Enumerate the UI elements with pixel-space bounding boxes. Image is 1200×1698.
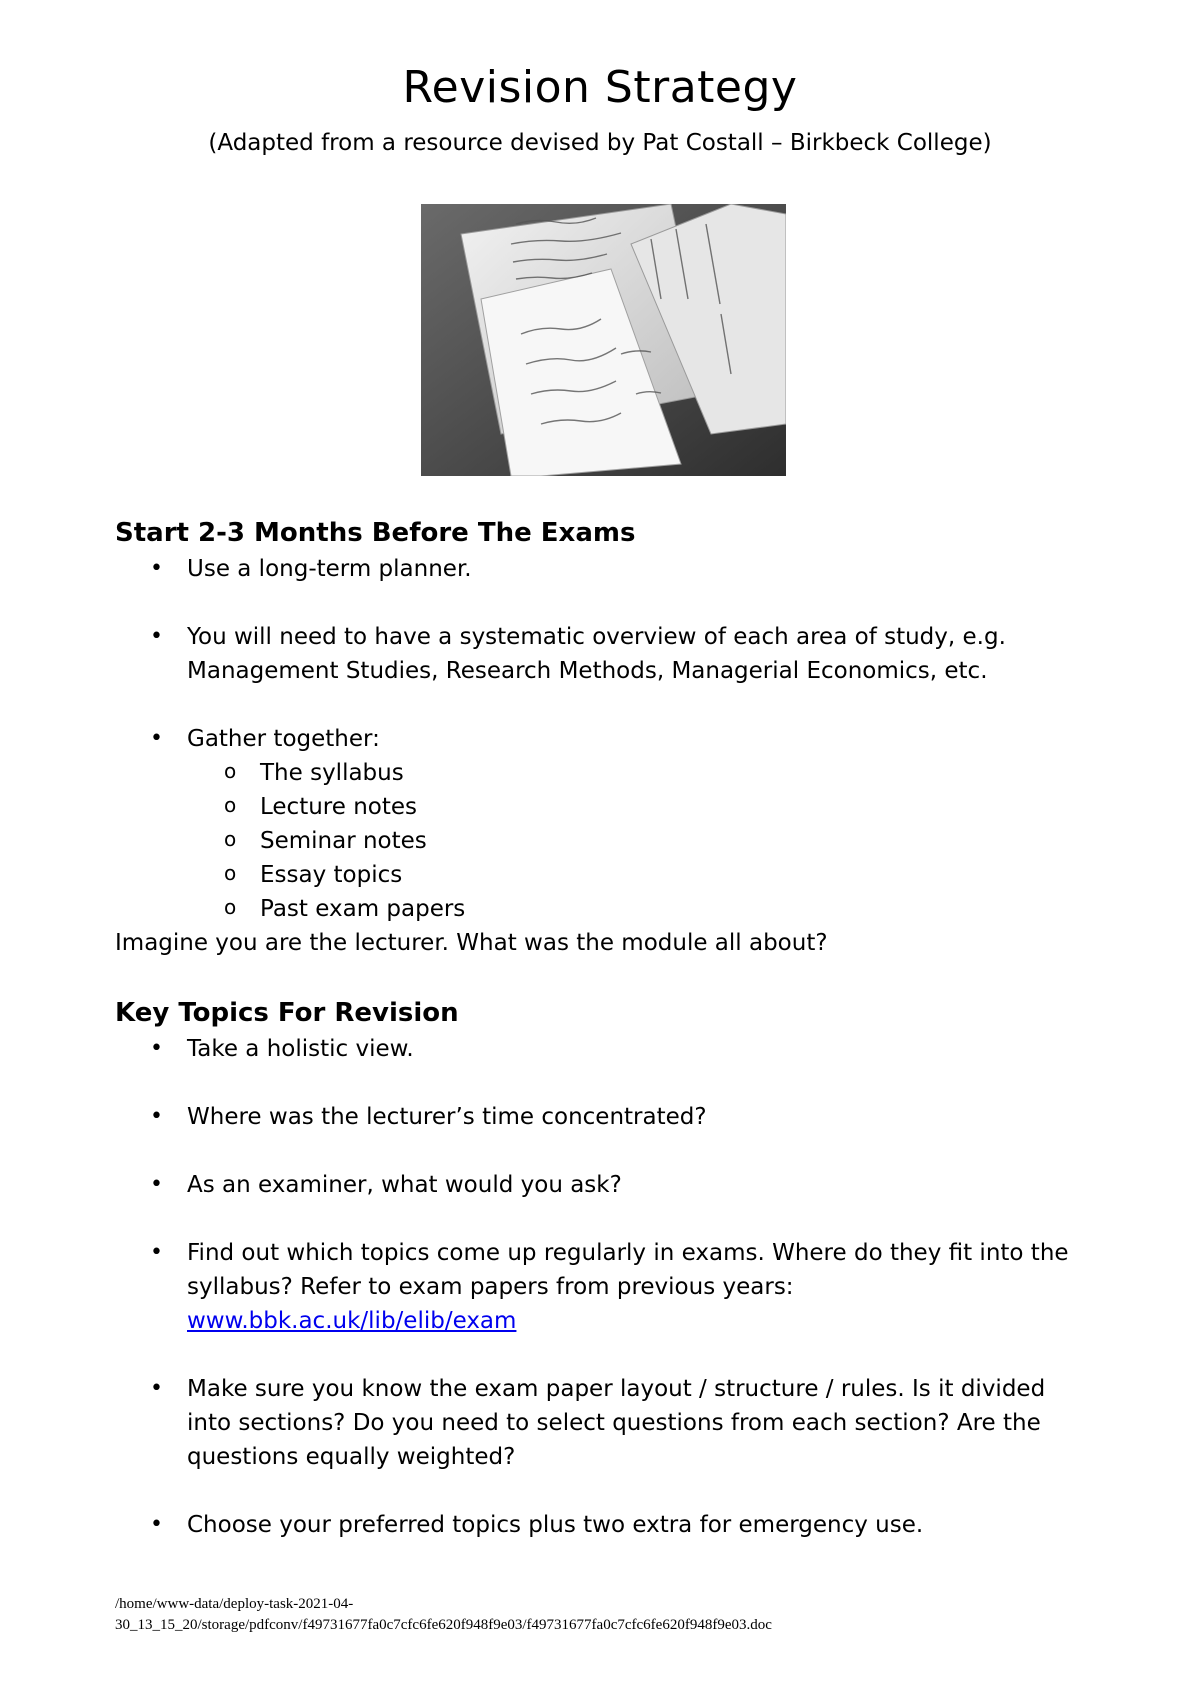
- list-item: [115, 620, 1075, 688]
- section-heading-start: Start 2-3 Months Before The Exams: [115, 518, 636, 548]
- start-bullet-list: [115, 552, 1075, 926]
- sublist-item: o Past exam papers: [187, 892, 1075, 926]
- bullet-text: Use a long-term planner.: [187, 556, 472, 582]
- bullet-text: Make sure you know the exam paper layout / structure / rules. Is it divided: [187, 1376, 1046, 1402]
- exam-papers-link[interactable]: www.bbk.ac.uk/lib/elib/exam: [187, 1308, 517, 1334]
- list-item: [115, 1508, 1075, 1542]
- bullet-text: As an examiner, what would you ask?: [187, 1172, 622, 1198]
- bullet-text: questions equally weighted?: [187, 1444, 516, 1470]
- bullet-text: Take a holistic view.: [187, 1036, 414, 1062]
- revision-cards-photo: [421, 204, 786, 476]
- bullet-text: Where was the lecturer’s time concentrated?: [187, 1104, 707, 1130]
- list-item: [115, 1100, 1075, 1134]
- bullet-text: Choose your preferred topics plus two extra for emergency use.: [187, 1512, 924, 1538]
- list-item: [115, 1372, 1075, 1474]
- bullet-text: Management Studies, Research Methods, Managerial Economics, etc.: [187, 658, 988, 684]
- list-item: [115, 1168, 1075, 1202]
- section-heading-key-topics: Key Topics For Revision: [115, 998, 459, 1028]
- list-item: [115, 1032, 1075, 1066]
- bullet-text: Find out which topics come up regularly in exams. Where do they fit into the: [187, 1240, 1069, 1266]
- key-topics-bullet-list: [115, 1032, 1075, 1542]
- bullet-text: into sections? Do you need to select questions from each section? Are the: [187, 1410, 1041, 1436]
- list-item: [115, 722, 1075, 926]
- file-path-footer: [115, 1594, 772, 1636]
- sublist-item: o Seminar notes: [187, 824, 1075, 858]
- list-item: [115, 552, 1075, 586]
- page-subtitle: (Adapted from a resource devised by Pat Costall – Birkbeck College): [208, 130, 992, 156]
- sublist-item: o Lecture notes: [187, 790, 1075, 824]
- sublist-item: o The syllabus: [187, 756, 1075, 790]
- bullet-text: Gather together:: [187, 726, 380, 752]
- bullet-text: You will need to have a systematic overview of each area of study, e.g.: [187, 624, 1006, 650]
- footer-line: /home/www-data/deploy-task-2021-04-: [115, 1596, 354, 1612]
- sublist-item: o Essay topics: [187, 858, 1075, 892]
- page-title: Revision Strategy: [402, 62, 798, 113]
- gather-sublist: [187, 756, 1075, 926]
- list-item: [115, 1236, 1075, 1338]
- footer-line: 30_13_15_20/storage/pdfconv/f49731677fa0c7cfc6fe620f948f9e03/f49731677fa0c7cfc6fe620f948f9e03.doc: [115, 1617, 772, 1633]
- closing-line: Imagine you are the lecturer. What was the module all about?: [115, 930, 828, 956]
- bullet-text: syllabus? Refer to exam papers from previous years:: [187, 1274, 794, 1300]
